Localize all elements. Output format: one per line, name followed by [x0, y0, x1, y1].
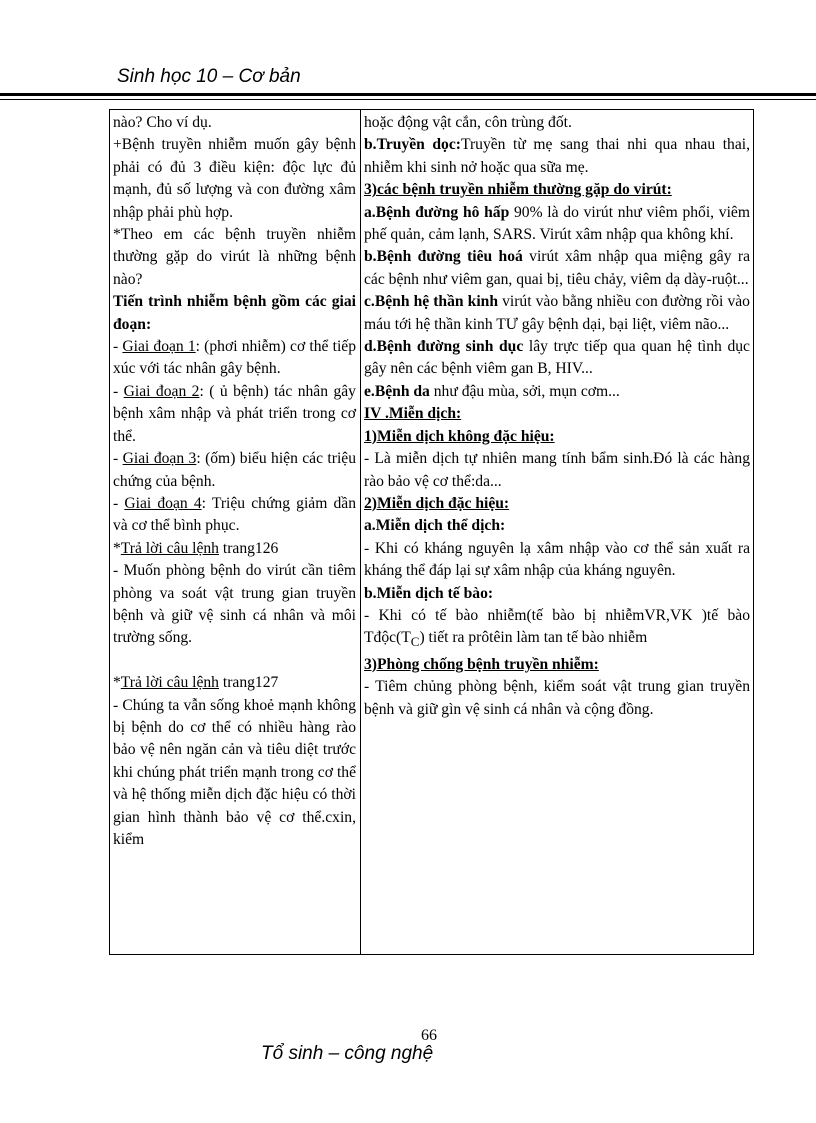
stage-4-label: Giai đoạn 4 — [124, 494, 202, 512]
stage-3-text: : (ốm) biểu hiện các triệu chứng của bệnh. — [113, 450, 356, 490]
stage-3-label: Giai đoạn 3 — [122, 450, 197, 468]
reproductive-diseases — [364, 336, 750, 381]
prevention-heading: 3)Phòng chống bệnh truyền nhiễm: — [364, 655, 599, 673]
skin-text: như đậu mùa, sởi, mụn cơm... — [429, 382, 620, 400]
specific-heading: 2)Miễn dịch đặc hiệu: — [364, 494, 510, 512]
digestive-label: b.Bệnh đường tiêu hoá — [364, 248, 523, 266]
nervous-text: virút vào bằng nhiều con đường rồi vào máu tới hệ thần kinh TƯ gây bệnh dại, bại liệt, viêm não... — [364, 293, 750, 333]
answer-127-label: Trả lời câu lệnh — [120, 674, 219, 692]
cellular-text-b: ) tiết ra prôtêin làm tan tế bào nhiễm — [419, 629, 648, 647]
digestive-text: virút xâm nhập qua miệng gây ra các bệnh như viêm gan, quai bị, tiêu chảy, viêm dạ dày-ruột... — [364, 248, 750, 288]
humoral-heading: a.Miễn dịch thể dịch: — [364, 517, 506, 535]
vertical-text: Truyền từ mẹ sang thai nhi qua nhau thai, nhiễm khi sinh nở hoặc qua sữa mẹ. — [364, 136, 751, 176]
nervous-label: c.Bệnh hệ thần kinh — [364, 293, 498, 311]
right-line1: hoặc động vật cắn, côn trùng đốt. — [364, 114, 572, 131]
answer-126-label: Trả lời câu lệnh — [120, 539, 219, 557]
process-heading: Tiến trình nhiễm bệnh gồm các giai đoạn: — [113, 293, 356, 333]
nervous-diseases — [364, 291, 750, 336]
respiratory-diseases — [364, 202, 750, 247]
nonspecific-text: - Là miễn dịch tự nhiên mang tính bẩm sinh.Đó là các hàng rào bảo vệ cơ thể:da... — [364, 450, 750, 490]
humoral-text: - Khi có kháng nguyên lạ xâm nhập vào cơ thể sản xuất ra kháng thể đáp lại sự xâm nhập của kháng nguyên. — [364, 539, 750, 580]
page-header-title: Sinh học 10 – Cơ bản — [117, 66, 301, 87]
vertical-transmission — [364, 134, 750, 179]
stage-1-text: : (phơi nhiễm) cơ thể tiếp xúc với tác nhân gây bệnh. — [113, 338, 356, 378]
cellular-subscript: C — [410, 634, 420, 650]
cellular-text-a: - Khi có tế bào nhiễm(tế bào bị nhiễmVR,VK )tế bào Tđộc(T — [364, 606, 750, 647]
stage-2-text: : ( ủ bệnh) tác nhân gây bệnh xâm nhập và phát triển trong cơ thể. — [113, 382, 356, 445]
left-column — [113, 112, 356, 851]
answer-126-page: trang126 — [218, 539, 279, 557]
page-footer-title: Tổ sinh – công nghệ — [261, 1043, 434, 1064]
left-line1: nào? Cho ví dụ. — [113, 114, 212, 131]
answer-126-text: - Muốn phòng bệnh do virút cần tiêm phòng va soát vật trung gian truyền bệnh và giữ vệ sinh cá nhân và môi trường sống. — [113, 562, 356, 647]
answer-127-heading: *Trả lời câu lệnh trang127 — [113, 674, 279, 692]
right-column — [364, 112, 750, 721]
header-rule-thick — [0, 93, 816, 96]
stage-2: - Giai đoạn 2: ( ủ bệnh) tác nhân gây bệnh xâm nhập và phát triển trong cơ thể. — [113, 382, 356, 445]
common-diseases-heading: 3)các bệnh truyền nhiễm thường gặp do virút: — [364, 181, 672, 199]
page-number: 66 — [421, 1027, 437, 1044]
reproductive-label: d.Bệnh đường sinh dục — [364, 338, 524, 356]
answer-127-text: - Chúng ta vẫn sống khoẻ mạnh không bị bệnh do cơ thể có nhiều hàng rào bảo vệ nên ngăn cản và tiêu diệt trước khi chúng phát triển mạnh trong cơ thể và hệ thống miễn dịch đặc hiệu có thời gian hình thành bảo vệ cơ thể.cxin, kiểm — [113, 696, 356, 848]
prevention-text: - Tiêm chủng phòng bệnh, kiểm soát vật trung gian truyền bệnh và giữ gìn vệ sinh cá nhân và cộng đồng. — [364, 678, 750, 718]
cellular-text — [364, 605, 750, 654]
header-rule-thin — [0, 99, 816, 100]
stage-4-text: : Triệu chứng giảm dần và cơ thể bình phục. — [113, 494, 356, 535]
stage-4: - Giai đoạn 4: Triệu chứng giảm dần và cơ thể bình phục. — [113, 494, 356, 535]
respiratory-text: 90% là do virút như viêm phổi, viêm phế quản, cảm lạnh, SARS. Virút xâm nhập qua không khí. — [364, 203, 750, 244]
reproductive-text: lây trực tiếp qua quan hệ tình dục gây nên các bệnh viêm gan B, HIV... — [364, 338, 750, 378]
stage-3: - Giai đoạn 3: (ốm) biểu hiện các triệu chứng của bệnh. — [113, 450, 356, 490]
cellular-heading: b.Miễn dịch tế bào: — [364, 584, 494, 602]
answer-126-heading: *Trả lời câu lệnh trang126 — [113, 539, 279, 557]
column-divider — [360, 110, 361, 954]
answer-127-page: trang127 — [218, 674, 279, 692]
immunity-heading: IV .Miễn dịch: — [364, 405, 462, 423]
stage-1-label: Giai đoạn 1 — [122, 338, 196, 356]
nonspecific-heading: 1)Miễn dịch không đặc hiệu: — [364, 427, 555, 445]
content-table — [109, 109, 754, 955]
skin-diseases — [364, 381, 750, 403]
stage-2-label: Giai đoạn 2 — [123, 382, 200, 400]
digestive-diseases — [364, 246, 750, 291]
blank-line — [113, 650, 356, 672]
stage-1: - Giai đoạn 1: (phơi nhiễm) cơ thể tiếp xúc với tác nhân gây bệnh. — [113, 338, 356, 378]
skin-label: e.Bệnh da — [364, 382, 430, 400]
respiratory-label: a.Bệnh đường hô hấp — [364, 203, 510, 221]
conditions-paragraph: +Bệnh truyền nhiễm muốn gây bệnh phải có đủ 3 điều kiện: độc lực đủ mạnh, đủ số lượng và con đường xâm nhập phải phù hợp. — [113, 136, 356, 221]
question-viruses: *Theo em các bệnh truyền nhiễm thường gặp do virút là những bệnh nào? — [113, 226, 356, 288]
vertical-label: b.Truyền dọc: — [364, 136, 461, 154]
